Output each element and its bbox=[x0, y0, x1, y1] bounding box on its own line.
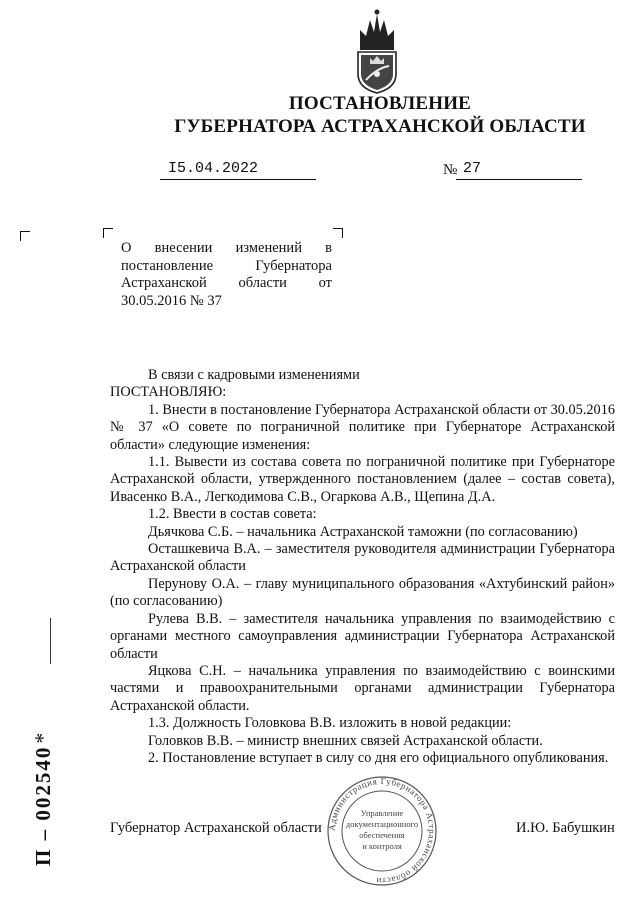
paragraph-1-1: 1.1. Вывести из состава совета по пограничной политике при Губернаторе Астраханской области, утвержденного постановлением (далее – состав совета), Ивасенко В.А., Легкодимова С.В., Огаркова А.В., Щепина Д.А. bbox=[110, 454, 615, 505]
paragraph-1-3: 1.3. Должность Головкова В.В. изложить в новой редакции: bbox=[148, 715, 512, 732]
seal-line: обеспечения bbox=[359, 830, 405, 840]
decree-word: ПОСТАНОВЛЯЮ: bbox=[110, 384, 227, 401]
document-number: 27 bbox=[463, 160, 482, 177]
signatory-position: Губернатор Астраханской области bbox=[110, 820, 322, 836]
seal-line: Управление bbox=[360, 808, 404, 818]
signatory-name: И.Ю. Бабушкин bbox=[516, 820, 615, 836]
member-item: Осташкевича В.А. – заместителя руководителя администрации Губернатора Астраханской области bbox=[110, 541, 615, 575]
subject-corner-right bbox=[333, 228, 343, 238]
document-date: I5.04.2022 bbox=[168, 160, 259, 177]
seal-line: документационного bbox=[345, 819, 419, 829]
member-item: Перунову О.А. – главу муниципального образования «Ахтубинский район» (по согласованию) bbox=[110, 575, 615, 610]
registration-number bbox=[20, 630, 60, 870]
date-underline bbox=[160, 179, 316, 180]
registration-code: П – 002540 bbox=[31, 745, 55, 866]
member-item: Рулева В.В. – заместителя начальника управления по взаимодействию с органами местного самоуправления администрации Губернатора Астраханской области bbox=[110, 610, 615, 662]
number-sign: № bbox=[443, 162, 458, 178]
subject-corner-left bbox=[103, 228, 113, 238]
member-item: Головков В.В. – министр внешних связей Астраханской области. bbox=[148, 732, 543, 749]
paragraph-1: 1. Внести в постановление Губернатора Астраханской области от 30.05.2016 № 37 «О совете по пограничной политике при Губернаторе Астраханской области» следующие изменения: bbox=[110, 401, 615, 453]
document-body bbox=[110, 367, 615, 767]
document-title: ПОСТАНОВЛЕНИЕ bbox=[288, 93, 472, 114]
margin-corner-mark bbox=[20, 231, 30, 241]
official-seal-icon bbox=[318, 776, 446, 886]
svg-text:П – 002540* bbox=[30, 731, 55, 866]
coat-of-arms-icon bbox=[352, 8, 402, 94]
document-subject: О внесении изменений в постановление Губернатора Астраханской области от 30.05.2016 № 37 bbox=[121, 240, 332, 309]
intro-paragraph: В связи с кадровыми изменениями bbox=[148, 367, 360, 383]
member-item: Дьячкова С.Б. – начальника Астраханской таможни (по согласованию) bbox=[148, 523, 578, 540]
number-underline bbox=[456, 179, 582, 180]
seal-ring-text: Администрация Губернатора Астраханской области bbox=[326, 776, 438, 886]
paragraph-1-2: 1.2. Ввести в состав совета: bbox=[148, 506, 317, 523]
seal-line: и контроля bbox=[362, 841, 402, 851]
registration-mark: * bbox=[30, 730, 55, 744]
member-item: Яцкова С.Н. – начальника управления по взаимодействию с воинскими частями и правоохранительными органами администрации Губернатора Астраханской области. bbox=[110, 662, 615, 714]
document-issuer: ГУБЕРНАТОРА АСТРАХАНСКОЙ ОБЛАСТИ bbox=[174, 116, 586, 137]
paragraph-2: 2. Постановление вступает в силу со дня его официального опубликования. bbox=[148, 749, 609, 766]
